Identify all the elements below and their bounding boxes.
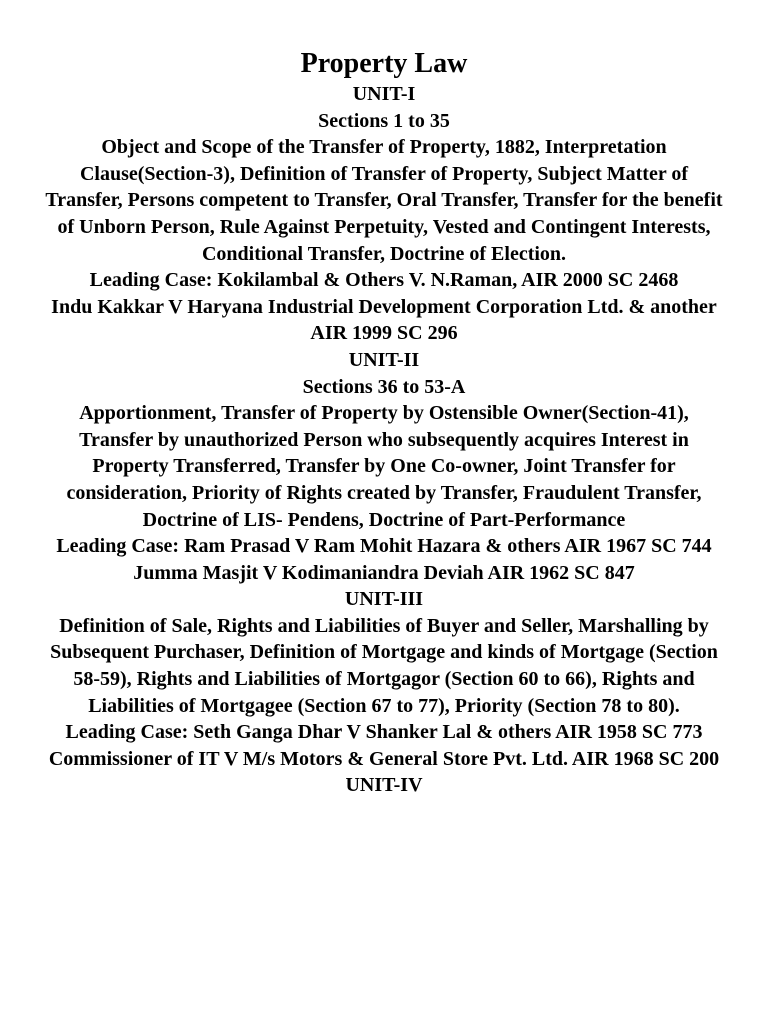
unit-2-leading-case: Leading Case: Ram Prasad V Ram Mohit Hazara & others AIR 1967 SC 744 — [56, 535, 712, 558]
unit-2-sections: Sections 36 to 53-A — [302, 375, 466, 398]
unit-3-second-case: Commissioner of IT V M/s Motors & General Store Pvt. Ltd. AIR 1968 SC 200 — [48, 747, 720, 770]
unit-3-heading: UNIT-III — [344, 588, 424, 611]
unit-2-heading: UNIT-II — [348, 348, 420, 371]
unit-1-second-case: Indu Kakkar V Haryana Industrial Development Corporation Ltd. & another AIR 1999 SC 296 — [51, 295, 717, 345]
page-title: Property Law — [300, 48, 468, 79]
unit-3-body: Definition of Sale, Rights and Liabilities of Buyer and Seller, Marshalling by Subsequent Purchaser, Definition of Mortgage and kinds of Mortgage (Section 58-59), Rights and Liabilities of Mortgagor (Section 60 to 66), Rights and Liabilities of Mortgagee (Section 67 to 77), Priority (Section 78 to 80). — [50, 614, 718, 717]
unit-1-leading-case: Leading Case: Kokilambal & Others V. N.Raman, AIR 2000 SC 2468 — [89, 269, 679, 292]
unit-2-body: Apportionment, Transfer of Property by Ostensible Owner(Section-41), Transfer by unauthorized Person who subsequently acquires Interest in Property Transferred, Transfer by One Co-owner, Joint Transfer for consideration, Priority of Rights created by Transfer, Fraudulent Transfer, Doctrine of LIS- Pendens, Doctrine of Part-Performance — [66, 402, 702, 531]
unit-1-sections: Sections 1 to 35 — [318, 109, 450, 132]
unit-1-body: Object and Scope of the Transfer of Property, 1882, Interpretation Clause(Section-3), Definition of Transfer of Property, Subject Matter of Transfer, Persons competent to Transfer, Oral Transfer, Transfer for the benefit of Unborn Person, Rule Against Perpetuity, Vested and Contingent Interests, Conditional Transfer, Doctrine of Election. — [45, 136, 723, 265]
unit-2-second-case: Jumma Masjit V Kodimaniandra Deviah AIR 1962 SC 847 — [133, 561, 635, 584]
unit-1-heading: UNIT-I — [352, 83, 416, 105]
unit-4-heading: UNIT-IV — [345, 774, 423, 797]
unit-3-leading-case: Leading Case: Seth Ganga Dhar V Shanker Lal & others AIR 1958 SC 773 — [65, 721, 703, 744]
